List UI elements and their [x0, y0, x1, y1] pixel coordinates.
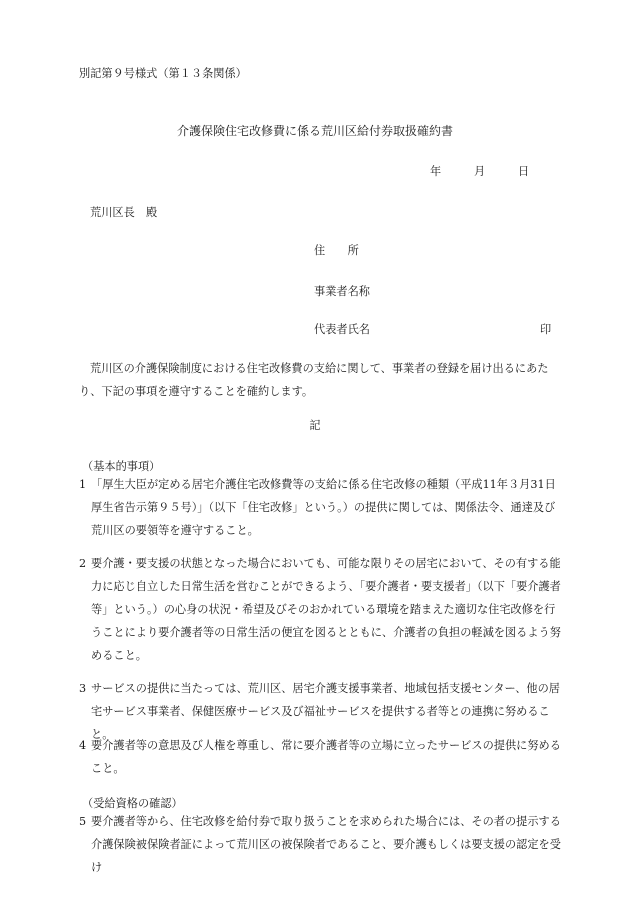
date-month-label: 月	[474, 165, 486, 178]
date-line	[430, 163, 529, 179]
intro-paragraph: 荒川区の介護保険制度における住宅改修費の支給に関して、事業者の登録を届け出るにあたり、下記の事項を遵守することを確約します。	[79, 362, 549, 398]
list-item	[79, 810, 566, 879]
address-label: 住 所	[314, 244, 359, 257]
date-day-label: 日	[518, 165, 530, 178]
ki-heading: 記	[309, 419, 321, 432]
item-text: 要介護・要支援の状態となった場合においても、可能な限りその居宅において、その有する能力に応じ自立した日常生活を営むことができるよう、「要介護者・要支援者」（以下「要介護者等」という。）の心身の状況・希望及びそのおかれている環境を踏まえた適切な住宅改修を行うことにより要介護者等の日常生活の便宜を図るとともに、介護者の負担の軽減を図るよう努めること。	[91, 557, 561, 662]
item-number: 1	[79, 478, 87, 491]
item-text: 要介護者等の意思及び人権を尊重し、常に要介護者等の立場に立ったサービスの提供に努めること。	[91, 739, 561, 775]
list-item	[79, 734, 566, 780]
business-name-label: 事業者名称	[314, 285, 370, 298]
section-heading-eligibility: （受給資格の確認）	[82, 797, 183, 810]
item-text: サービスの提供に当たっては、荒川区、居宅介護支援事業者、地域包括支援センター、他の居宅サービス事業者、保健医療サービス及び福祉サービスを提供する者等との連携に努めること。	[91, 682, 560, 741]
representative-label: 代表者氏名	[314, 323, 370, 336]
list-item	[79, 552, 566, 667]
date-year-label: 年	[430, 165, 442, 178]
item-text: 「厚生大臣が定める居宅介護住宅改修費等の支給に係る住宅改修の種類（平成11年３月31日厚生省告示第９５号）」（以下「住宅改修」という。）の提供に関しては、関係法令、通達及び荒川区の要領等を遵守すること。	[91, 478, 556, 537]
item-number: 2	[79, 557, 87, 570]
item-number: 4	[79, 739, 87, 752]
item-number: 5	[79, 815, 87, 828]
form-label: 別記第９号様式（第１３条関係）	[79, 67, 247, 80]
document-title: 介護保険住宅改修費に係る荒川区給付券取扱確約書	[176, 124, 453, 138]
addressee: 荒川区長 殿	[90, 206, 158, 219]
seal-mark: 印	[540, 323, 552, 336]
item-number: 3	[79, 682, 87, 695]
section-heading-basic: （基本的事項）	[82, 460, 161, 473]
item-text: 要介護者等から、住宅改修を給付券で取り扱うことを求められた場合には、その者の提示する介護保険被保険者証によって荒川区の被保険者であること、要介護もしくは要支援の認定を受け	[91, 815, 561, 874]
list-item	[79, 473, 566, 542]
